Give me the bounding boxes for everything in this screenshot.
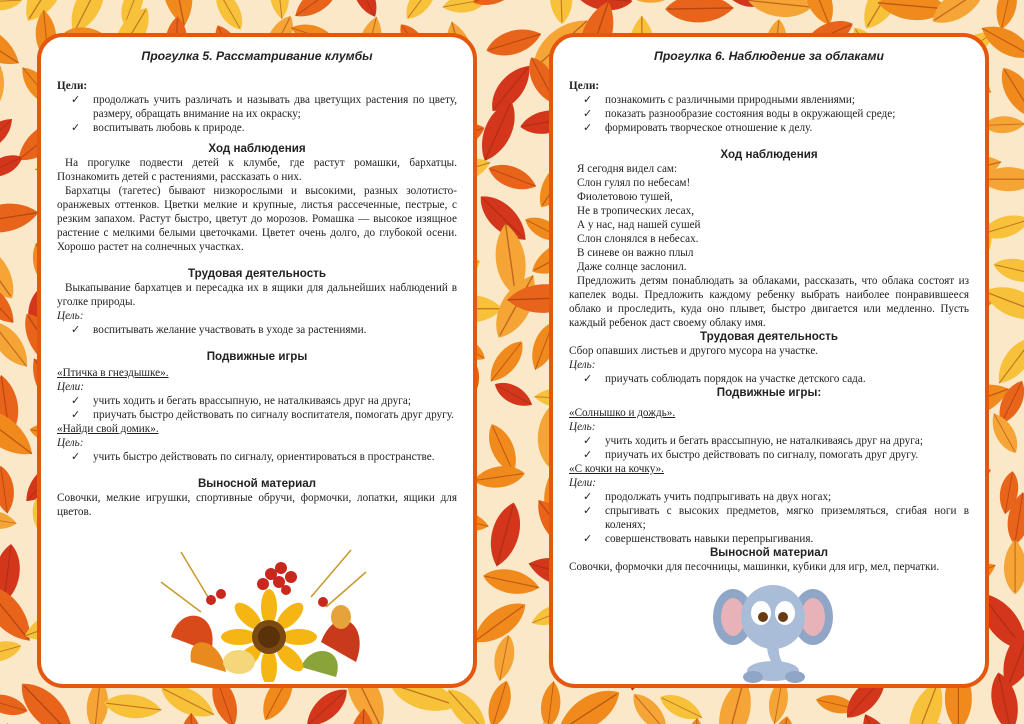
poem-line: А у нас, над нашей сушей [577,219,701,231]
poem-line: Слон слонялся в небесах. [577,233,699,245]
labor-heading: Трудовая деятельность [700,330,838,343]
poem-line: Даже солнце заслонил. [577,261,687,273]
labor-text: Сбор опавших листьев и другого мусора на участке. [569,345,819,357]
goal-item: ✓ приучать соблюдать порядок на участке детского сада. [583,372,969,386]
walk-5-card [37,33,477,688]
labor-goal-list [569,372,969,386]
goals-list [57,93,457,135]
material-heading: Выносной материал [197,477,317,490]
game-title: «Птичка в гнездышке». [57,367,169,379]
goal-item: ✓ учить ходить и бегать врассыпную, не наталкиваясь друг на друга; [71,394,457,408]
labor-goal-list [57,323,457,337]
goal-item: ✓ спрыгивать с высоких предметов, мягко приземляться, сгибая ноги в коленях; [583,504,969,532]
game-goal-label: Цель: [569,421,596,433]
game-goals-list [569,490,969,546]
goal-item: ✓ продолжать учить различать и называть два цветущих растения по цвету, размеру, обращать внимание на их окраску; [71,93,457,121]
games-heading: Подвижные игры: [716,386,822,399]
game-goals-label: Цели: [57,381,84,393]
labor-heading: Трудовая деятельность [188,267,326,280]
goal-item: ✓ учить ходить и бегать врассыпную, не наталкиваясь друг на друга; [583,434,969,448]
game-title: «С кочки на кочку». [569,463,664,475]
walk-6-title: Прогулка 6. Наблюдение за облаками [654,49,884,63]
observation-heading: Ход наблюдения [208,142,306,155]
goals-label: Цели: [569,80,600,92]
material-text: Совочки, мелкие игрушки, спортивные обручи, формочки, лопатки, ящики для цветов. [57,492,457,518]
poem-line: Слон гулял по небесам! [577,177,691,189]
goal-item: ✓ учить быстро действовать по сигналу, ориентироваться в пространстве. [71,450,457,464]
labor-goal-label: Цель: [57,310,84,322]
game-goals-label: Цели: [569,477,596,489]
goal-item: ✓ воспитывать желание участвовать в уходе за растениями. [71,323,457,337]
material-heading: Выносной материал [709,546,829,559]
elephant-image [713,577,833,685]
poem [569,162,969,274]
goal-item: ✓ формировать творческое отношение к делу. [583,121,969,135]
goal-item: ✓ показать разнообразие состояния воды в окружающей среде; [583,107,969,121]
goals-list [569,93,969,135]
game-goal-label: Цель: [57,437,84,449]
poem-line: Фиолетовою тушей, [577,191,673,203]
poem-line: Я сегодня видел сам: [577,163,678,175]
game-goals-list [57,394,457,422]
observation-paragraph: Бархатцы (тагетес) бывают низкорослыми и высокими, разных золотисто-оранжевых оттенков. Цветки мелкие и крупные, листья рассеченные, пестрые, с резким запахом. Растут быстро, цветут до морозов. Ромашка — высокое изящное растение с мелкими белыми цветочками. Цветет очень долго, до глубокой осени. Хорошо растет на солнечных участках. [57,185,457,253]
game-title: «Солнышко и дождь». [569,407,676,419]
poem-line: В синеве он важно плыл [577,247,694,259]
goals-label: Цели: [57,80,88,92]
goal-item: ✓ познакомить с различными природными явлениями; [583,93,969,107]
labor-text: Выкапывание бархатцев и пересадка их в ящики для дальнейших наблюдений в уголке природы. [57,282,457,308]
games-heading: Подвижные игры [206,350,308,363]
observation-paragraph: На прогулке подвести детей к клумбе, где растут ромашки, бархатцы. Познакомить детей с растениями, рассказать о них. [57,157,457,183]
observation-paragraph: Предложить детям понаблюдать за облаками, рассказать, что облака состоят из капелек воды. Предложить каждому ребенку выбрать наиболее понравившееся облако и проследить, куда оно плывет, быстро двигается или медленно. Пусть каждый ребенок даст своему облаку имя. [569,275,969,329]
game-goals-list [57,450,457,464]
autumn-bouquet-image [151,542,381,682]
goal-item: ✓ воспитывать любовь к природе. [71,121,457,135]
material-text: Совочки, формочки для песочницы, машинки, кубики для игр, мел, перчатки. [569,561,940,573]
game-goals-list [569,434,969,462]
poem-line: Не в тропических лесах, [577,205,695,217]
goal-item: ✓ приучать их быстро действовать по сигналу, помогать друг другу. [583,448,969,462]
labor-goal-label: Цель: [569,359,596,371]
goal-item: ✓ продолжать учить подпрыгивать на двух ногах; [583,490,969,504]
goal-item: ✓ совершенствовать навыки перепрыгивания. [583,532,969,546]
observation-heading: Ход наблюдения [720,148,818,161]
goal-item: ✓ приучать быстро действовать по сигналу воспитателя, помогать друг другу. [71,408,457,422]
walk-6-card [549,33,989,688]
game-title: «Найди свой домик». [57,423,159,435]
walk-5-title: Прогулка 5. Рассматривание клумбы [141,49,373,63]
